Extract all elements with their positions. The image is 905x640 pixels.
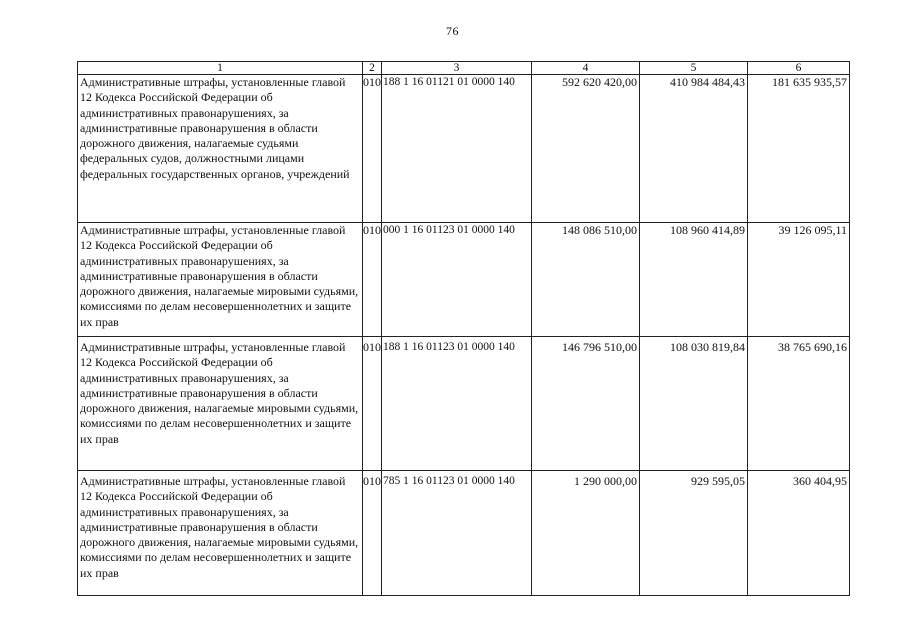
row-name: Административные штрафы, установленные главой 12 Кодекса Российской Федерации об административных правонарушениях, за административные правонарушения в области дорожного движения, налагаемые мировыми судьями, комиссиями по делам несовершеннолетних и защите их прав [78,337,363,471]
row-col4: 148 086 510,00 [532,223,640,337]
row-name: Административные штрафы, установленные главой 12 Кодекса Российской Федерации об административных правонарушениях, за административные правонарушения в области дорожного движения, налагаемые судьями федеральных судов, должностными лицами федеральных государственных органов, учреждений [78,75,363,223]
row-col6: 181 635 935,57 [748,75,850,223]
table-header-row [78,62,850,75]
row-code: 010 [363,337,382,471]
row-col6: 39 126 095,11 [748,223,850,337]
table-row [78,75,850,223]
table-row [78,223,850,337]
row-col5: 929 595,05 [640,471,748,596]
row-col5: 410 984 484,43 [640,75,748,223]
row-col4: 146 796 510,00 [532,337,640,471]
header-col-3: 3 [382,62,532,75]
row-kbk: 188 1 16 01121 01 0000 140 [382,75,532,223]
row-name: Административные штрафы, установленные главой 12 Кодекса Российской Федерации об административных правонарушениях, за административные правонарушения в области дорожного движения, налагаемые мировыми судьями, комиссиями по делам несовершеннолетних и защите их прав [78,471,363,596]
row-col5: 108 030 819,84 [640,337,748,471]
row-col6: 38 765 690,16 [748,337,850,471]
row-kbk: 785 1 16 01123 01 0000 140 [382,471,532,596]
row-code: 010 [363,223,382,337]
table-row [78,471,850,596]
revenue-table [77,61,850,596]
header-col-4: 4 [532,62,640,75]
row-code: 010 [363,75,382,223]
row-kbk: 188 1 16 01123 01 0000 140 [382,337,532,471]
header-col-2: 2 [363,62,382,75]
header-col-6: 6 [748,62,850,75]
table-row [78,337,850,471]
page-number: 76 [446,24,459,38]
header-col-5: 5 [640,62,748,75]
row-col4: 1 290 000,00 [532,471,640,596]
row-kbk: 000 1 16 01123 01 0000 140 [382,223,532,337]
row-col5: 108 960 414,89 [640,223,748,337]
row-name: Административные штрафы, установленные главой 12 Кодекса Российской Федерации об административных правонарушениях, за административные правонарушения в области дорожного движения, налагаемые мировыми судьями, комиссиями по делам несовершеннолетних и защите их прав [78,223,363,337]
row-code: 010 [363,471,382,596]
row-col6: 360 404,95 [748,471,850,596]
row-col4: 592 620 420,00 [532,75,640,223]
header-col-1: 1 [78,62,363,75]
